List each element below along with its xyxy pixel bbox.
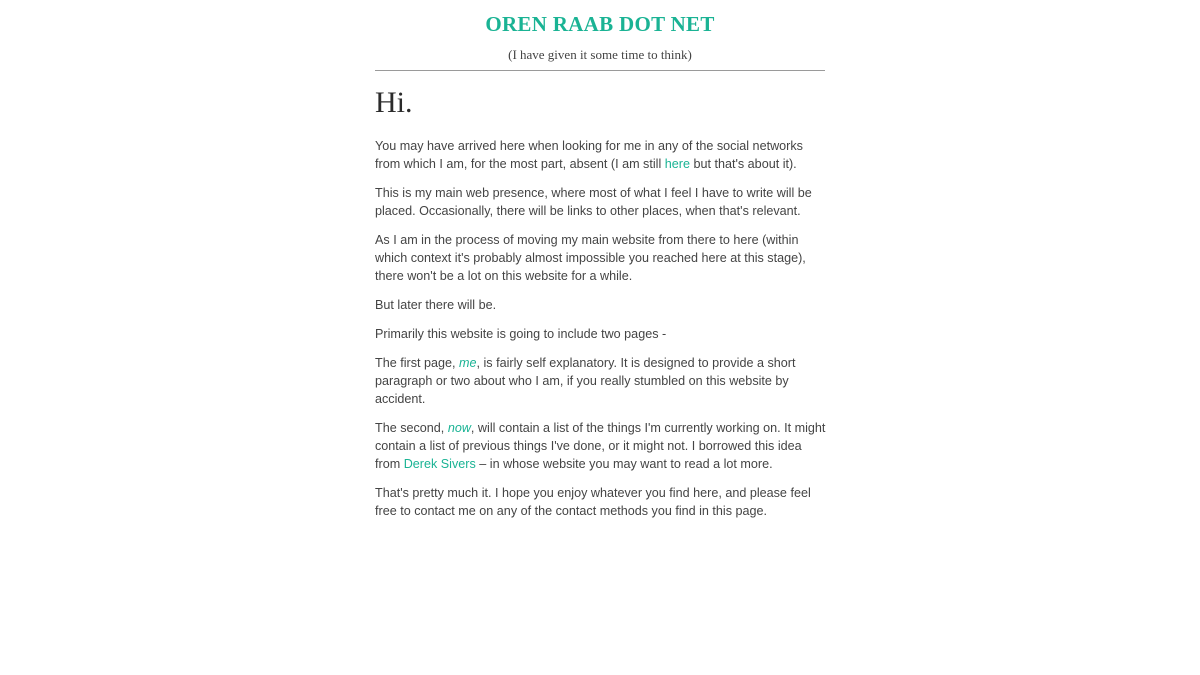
paragraph-later: But later there will be. — [375, 298, 497, 312]
now-page-link[interactable]: now — [447, 421, 471, 435]
paragraph-two-pages: Primarily this website is going to include two pages - — [375, 327, 667, 341]
paragraph-closing: That's pretty much it. I hope you enjoy whatever you find here, and please feel free to contact me on any of the contact methods you find in this page. — [375, 486, 811, 518]
paragraph-text: – in whose website you may want to read a lot more. — [475, 457, 773, 471]
page-heading: Hi. — [375, 86, 413, 119]
here-link[interactable]: here — [664, 157, 690, 171]
paragraph-second-page — [375, 419, 827, 473]
paragraph-first-page — [375, 354, 827, 408]
site-title-link[interactable]: OREN RAAB DOT NET — [485, 12, 715, 36]
site-header — [375, 0, 825, 63]
header-divider — [375, 70, 825, 71]
paragraph-text: , is fairly self explanatory. It is designed to provide a short paragraph or two about who I am, if you really stumbled on this website by accident. — [375, 356, 796, 406]
paragraph-web-presence: This is my main web presence, where most of what I feel I have to write will be placed. Occasionally, there will be links to other places, when that's relevant. — [375, 186, 812, 218]
paragraph-text: but that's about it). — [689, 157, 797, 171]
paragraph-text: You may have arrived here when looking for me in any of the social networks from which I am, for the most part, absent (I am still — [375, 139, 803, 171]
derek-sivers-link[interactable]: Derek Sivers — [403, 457, 476, 471]
paragraph-moving-website: As I am in the process of moving my main website from there to here (within which context it's probably almost impossible you reached here at this stage), there won't be a lot on this website for a while. — [375, 233, 806, 283]
paragraph-text: The second, — [375, 421, 448, 435]
paragraph-text: The first page, — [375, 356, 459, 370]
paragraph-social-networks — [375, 137, 827, 173]
paragraph-text: , will contain a list of the things I'm currently working on. It might contain a list of previous things I've done, or it might not. I borrowed this idea from — [375, 421, 826, 471]
me-page-link[interactable]: me — [459, 356, 477, 370]
main-content — [375, 84, 827, 520]
site-tagline: (I have given it some time to think) — [508, 47, 692, 62]
